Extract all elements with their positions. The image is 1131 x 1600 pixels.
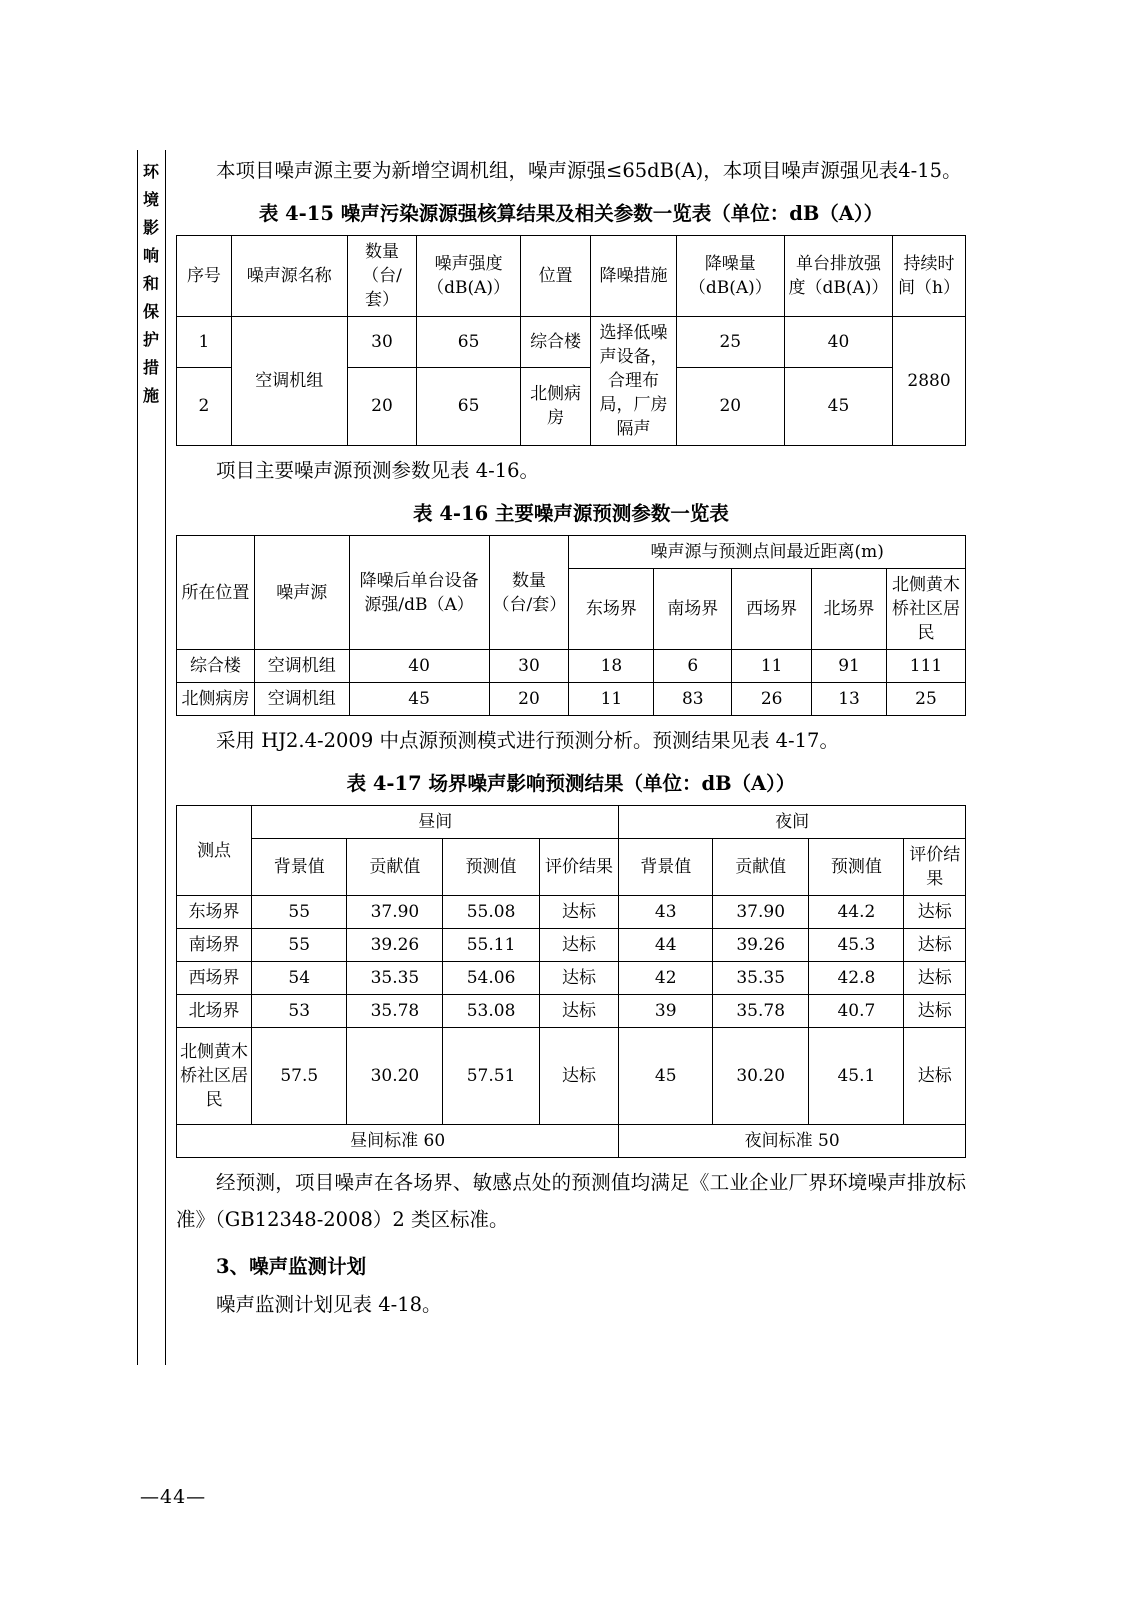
- th-level: 噪声强度（dB(A)）: [417, 236, 521, 317]
- cell-night-predicted: 42.8: [809, 962, 904, 995]
- th-location: 所在位置: [177, 536, 255, 650]
- th-night-predicted: 预测值: [809, 839, 904, 896]
- cell-level: 65: [417, 367, 521, 445]
- cell-no: 1: [177, 317, 232, 368]
- cell-day-evaluation: 达标: [539, 962, 619, 995]
- page-number: —44—: [140, 1486, 207, 1508]
- cell-location: 北侧病房: [520, 367, 590, 445]
- cell-level: 65: [417, 317, 521, 368]
- cell-day-predicted: 54.06: [443, 962, 539, 995]
- table-row: [177, 962, 966, 995]
- cell-source: 空调机组: [254, 683, 349, 716]
- cell-night-background: 42: [619, 962, 713, 995]
- cell-day-background: 53: [252, 995, 347, 1028]
- cell-night-standard: 夜间标准 50: [619, 1125, 966, 1158]
- cell-no: 2: [177, 367, 232, 445]
- cell-day-predicted: 55.08: [443, 896, 539, 929]
- intro-paragraph: 本项目噪声源主要为新增空调机组，噪声源强≤65dB(A)，本项目噪声源强见表4-15。: [216, 159, 962, 182]
- cell-unit-emission: 45: [784, 367, 892, 445]
- section-paragraph: 噪声监测计划见表 4-18。: [216, 1293, 442, 1316]
- table-row-header: [177, 806, 966, 839]
- table-row: [177, 683, 966, 716]
- side-rule-left: [137, 150, 138, 1365]
- table-row-header: [177, 536, 966, 569]
- cell-location: 综合楼: [520, 317, 590, 368]
- th-qty: 数量（台/套）: [347, 236, 417, 317]
- th-west: 西场界: [732, 569, 812, 650]
- cell-day-predicted: 53.08: [443, 995, 539, 1028]
- cell-day-evaluation: 达标: [539, 995, 619, 1028]
- cell-south: 6: [654, 650, 732, 683]
- cell-night-evaluation: 达标: [904, 896, 966, 929]
- cell-day-contribution: 30.20: [347, 1028, 443, 1125]
- cell-day-predicted: 57.51: [443, 1028, 539, 1125]
- th-day-background: 背景值: [252, 839, 347, 896]
- th-night-contribution: 贡献值: [713, 839, 809, 896]
- table-row: [177, 1028, 966, 1125]
- cell-day-background: 57.5: [252, 1028, 347, 1125]
- cell-point: 北场界: [177, 995, 252, 1028]
- cell-day-contribution: 39.26: [347, 929, 443, 962]
- cell-south: 83: [654, 683, 732, 716]
- cell-east: 18: [569, 650, 654, 683]
- th-reduction: 降噪量（dB(A)）: [676, 236, 784, 317]
- cell-duration: 2880: [893, 317, 966, 446]
- th-measure: 降噪措施: [591, 236, 677, 317]
- cell-resident: 25: [887, 683, 966, 716]
- cell-day-standard: 昼间标准 60: [177, 1125, 619, 1158]
- cell-source: 空调机组: [254, 650, 349, 683]
- cell-day-background: 55: [252, 929, 347, 962]
- th-no: 序号: [177, 236, 232, 317]
- th-point: 测点: [177, 806, 252, 896]
- table-row-footer: [177, 1125, 966, 1158]
- cell-night-predicted: 40.7: [809, 995, 904, 1028]
- th-unit-emission: 单台排放强度（dB(A)）: [784, 236, 892, 317]
- cell-night-evaluation: 达标: [904, 962, 966, 995]
- cell-qty: 30: [489, 650, 569, 683]
- cell-point: 东场界: [177, 896, 252, 929]
- cell-night-predicted: 45.1: [809, 1028, 904, 1125]
- cell-west: 26: [732, 683, 812, 716]
- cell-unit-emission: 40: [784, 317, 892, 368]
- th-east: 东场界: [569, 569, 654, 650]
- cell-night-contribution: 35.35: [713, 962, 809, 995]
- th-duration: 持续时间（h）: [893, 236, 966, 317]
- table-4-17: [176, 805, 966, 1158]
- cell-point: 北侧黄木桥社区居民: [177, 1028, 252, 1125]
- th-night-evaluation: 评价结果: [904, 839, 966, 896]
- cell-reduction: 25: [676, 317, 784, 368]
- cell-day-contribution: 35.78: [347, 995, 443, 1028]
- th-night-group: 夜间: [619, 806, 966, 839]
- cell-night-contribution: 37.90: [713, 896, 809, 929]
- cell-east: 11: [569, 683, 654, 716]
- th-north: 北场界: [812, 569, 887, 650]
- mid-paragraph: 项目主要噪声源预测参数见表 4-16。: [216, 459, 540, 482]
- th-location: 位置: [520, 236, 590, 317]
- table-row: [177, 650, 966, 683]
- side-rule-right: [165, 150, 166, 1365]
- th-qty: 数量（台/套）: [489, 536, 569, 650]
- th-distance-group: 噪声源与预测点间最近距离(m): [569, 536, 966, 569]
- cell-night-evaluation: 达标: [904, 1028, 966, 1125]
- cell-day-evaluation: 达标: [539, 896, 619, 929]
- th-day-contribution: 贡献值: [347, 839, 443, 896]
- table-row-header: [177, 236, 966, 317]
- cell-night-contribution: 35.78: [713, 995, 809, 1028]
- section-title: 3、噪声监测计划: [216, 1255, 367, 1278]
- cell-reduction: 20: [676, 367, 784, 445]
- table-row: [177, 896, 966, 929]
- cell-north: 13: [812, 683, 887, 716]
- cell-qty: 30: [347, 317, 417, 368]
- th-resident: 北侧黄木桥社区居民: [887, 569, 966, 650]
- cell-night-contribution: 39.26: [713, 929, 809, 962]
- table-row: [177, 995, 966, 1028]
- cell-location: 综合楼: [177, 650, 255, 683]
- cell-night-background: 39: [619, 995, 713, 1028]
- table-4-15-caption: 表 4-15 噪声污染源源强核算结果及相关参数一览表（单位：dB（A））: [258, 202, 884, 225]
- table-4-15: [176, 235, 966, 446]
- table-row: [177, 317, 966, 368]
- cell-resident: 111: [887, 650, 966, 683]
- th-after-reduction: 降噪后单台设备源强/dB（A）: [349, 536, 489, 650]
- cell-qty: 20: [489, 683, 569, 716]
- th-name: 噪声源名称: [231, 236, 347, 317]
- th-source: 噪声源: [254, 536, 349, 650]
- cell-night-predicted: 44.2: [809, 896, 904, 929]
- cell-point: 西场界: [177, 962, 252, 995]
- cell-name: 空调机组: [231, 317, 347, 446]
- table-row: [177, 929, 966, 962]
- predict-paragraph: 采用 HJ2.4-2009 中点源预测模式进行预测分析。预测结果见表 4-17。: [216, 729, 839, 752]
- document-content: [176, 152, 966, 1327]
- cell-night-background: 43: [619, 896, 713, 929]
- th-south: 南场界: [654, 569, 732, 650]
- cell-night-contribution: 30.20: [713, 1028, 809, 1125]
- cell-night-predicted: 45.3: [809, 929, 904, 962]
- cell-location: 北侧病房: [177, 683, 255, 716]
- table-row-header: [177, 839, 966, 896]
- cell-point: 南场界: [177, 929, 252, 962]
- cell-night-evaluation: 达标: [904, 929, 966, 962]
- th-night-background: 背景值: [619, 839, 713, 896]
- cell-qty: 20: [347, 367, 417, 445]
- cell-day-evaluation: 达标: [539, 1028, 619, 1125]
- th-day-evaluation: 评价结果: [539, 839, 619, 896]
- cell-night-background: 44: [619, 929, 713, 962]
- cell-day-evaluation: 达标: [539, 929, 619, 962]
- cell-day-background: 54: [252, 962, 347, 995]
- th-day-predicted: 预测值: [443, 839, 539, 896]
- cell-west: 11: [732, 650, 812, 683]
- cell-after: 40: [349, 650, 489, 683]
- cell-day-contribution: 37.90: [347, 896, 443, 929]
- th-day-group: 昼间: [252, 806, 619, 839]
- table-4-16-caption: 表 4-16 主要噪声源预测参数一览表: [413, 502, 729, 525]
- cell-night-background: 45: [619, 1028, 713, 1125]
- cell-measure: 选择低噪声设备，合理布局，厂房隔声: [591, 317, 677, 446]
- vertical-chapter-label: 环境影响和保护措施: [142, 162, 159, 405]
- cell-day-background: 55: [252, 896, 347, 929]
- cell-day-predicted: 55.11: [443, 929, 539, 962]
- cell-day-contribution: 35.35: [347, 962, 443, 995]
- table-4-17-caption: 表 4-17 场界噪声影响预测结果（单位：dB（A））: [346, 772, 796, 795]
- cell-night-evaluation: 达标: [904, 995, 966, 1028]
- cell-north: 91: [812, 650, 887, 683]
- cell-after: 45: [349, 683, 489, 716]
- table-4-16: [176, 535, 966, 716]
- conclusion-paragraph: 经预测，项目噪声在各场界、敏感点处的预测值均满足《工业企业厂界环境噪声排放标准》（GB12348-2008）2 类区标准。: [176, 1171, 966, 1231]
